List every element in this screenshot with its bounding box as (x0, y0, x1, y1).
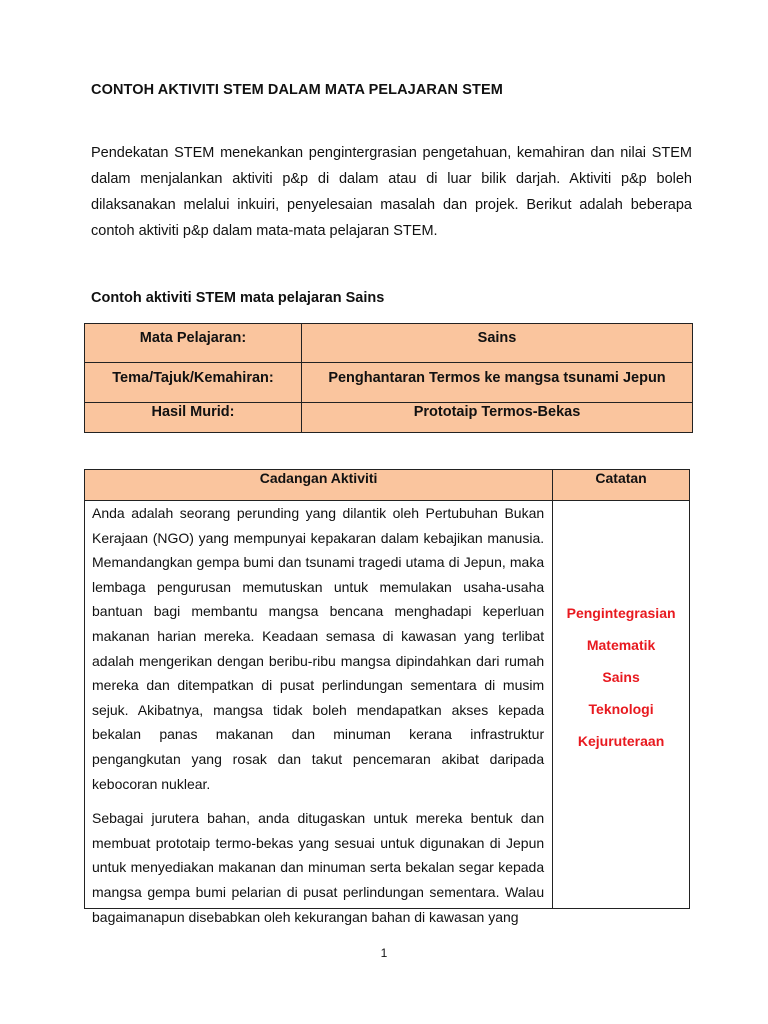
note-item: Teknologi (588, 701, 654, 717)
header-notes: Catatan (553, 470, 690, 501)
note-item: Matematik (586, 637, 656, 653)
info-value: Sains (302, 324, 693, 363)
note-item: Sains (602, 669, 640, 685)
info-value: Penghantaran Termos ke mangsa tsunami Jepun (302, 363, 693, 403)
activity-paragraph-2: Sebagai jurutera bahan, anda ditugaskan untuk mereka bentuk dan membuat prototaip termo-bekas yang sesuai untuk digunakan di Jepun untuk menyediakan makanan dan minuman serta bekalan segar kepada mangsa gempa bumi pelarian di pusat perlindungan sementara. Walau bagaimanapun disebabkan oleh kekurangan bahan di kawasan yang (92, 810, 545, 925)
activity-cell (85, 501, 553, 925)
info-label: Mata Pelajaran: (85, 324, 302, 363)
page-number: 1 (380, 946, 388, 960)
page-heading: CONTOH AKTIVITI STEM DALAM MATA PELAJARAN STEM (91, 82, 503, 98)
activity-table (84, 469, 690, 925)
info-row-subject (85, 324, 693, 363)
info-label: Hasil Murid: (85, 403, 302, 433)
info-value: Prototaip Termos-Bekas (302, 403, 693, 433)
header-activity: Cadangan Aktiviti (85, 470, 553, 501)
note-item: Kejuruteraan (577, 733, 665, 749)
subject-info-table (84, 323, 693, 433)
activity-paragraph-1: Anda adalah seorang perunding yang dilantik oleh Pertubuhan Bukan Kerajaan (NGO) yang mempunyai kepakaran dalam kebajikan manusia. Memandangkan gempa bumi dan tsunami tragedi utama di Jepun, maka lembaga pengurusan memutuskan untuk memulakan usaha-usaha bantuan bagi membantu mangsa bencana menghadapi keperluan makanan harian mereka. Keadaan semasa di kawasan yang terlibat adalah mengerikan dengan beribu-ribu mangsa dipindahkan dari rumah mereka dan ditempatkan di pusat perlindungan sementara di musim sejuk. Akibatnya, mangsa tidak boleh mendapatkan akses kepada bekalan panas makanan dan minuman kerana infrastruktur pengangkutan yang rosak dan takut pencemaran akibat daripada kebocoran nuklear. (92, 505, 545, 792)
info-row-outcome (85, 403, 693, 433)
info-row-theme (85, 363, 693, 403)
info-label: Tema/Tajuk/Kemahiran: (85, 363, 302, 403)
section-subheading: Contoh aktiviti STEM mata pelajaran Sains (91, 290, 385, 306)
activity-table-row (85, 501, 690, 909)
notes-cell (553, 501, 690, 909)
intro-paragraph: Pendekatan STEM menekankan pengintergrasian pengetahuan, kemahiran dan nilai STEM dalam menjalankan aktiviti p&p di dalam atau di luar bilik darjah. Aktiviti p&p boleh dilaksanakan melalui inkuiri, penyelesaian masalah dan projek. Berikut adalah beberapa contoh aktiviti p&p dalam mata-mata pelajaran STEM. (91, 145, 692, 239)
activity-table-header (85, 470, 690, 501)
note-item: Pengintegrasian (566, 605, 676, 621)
